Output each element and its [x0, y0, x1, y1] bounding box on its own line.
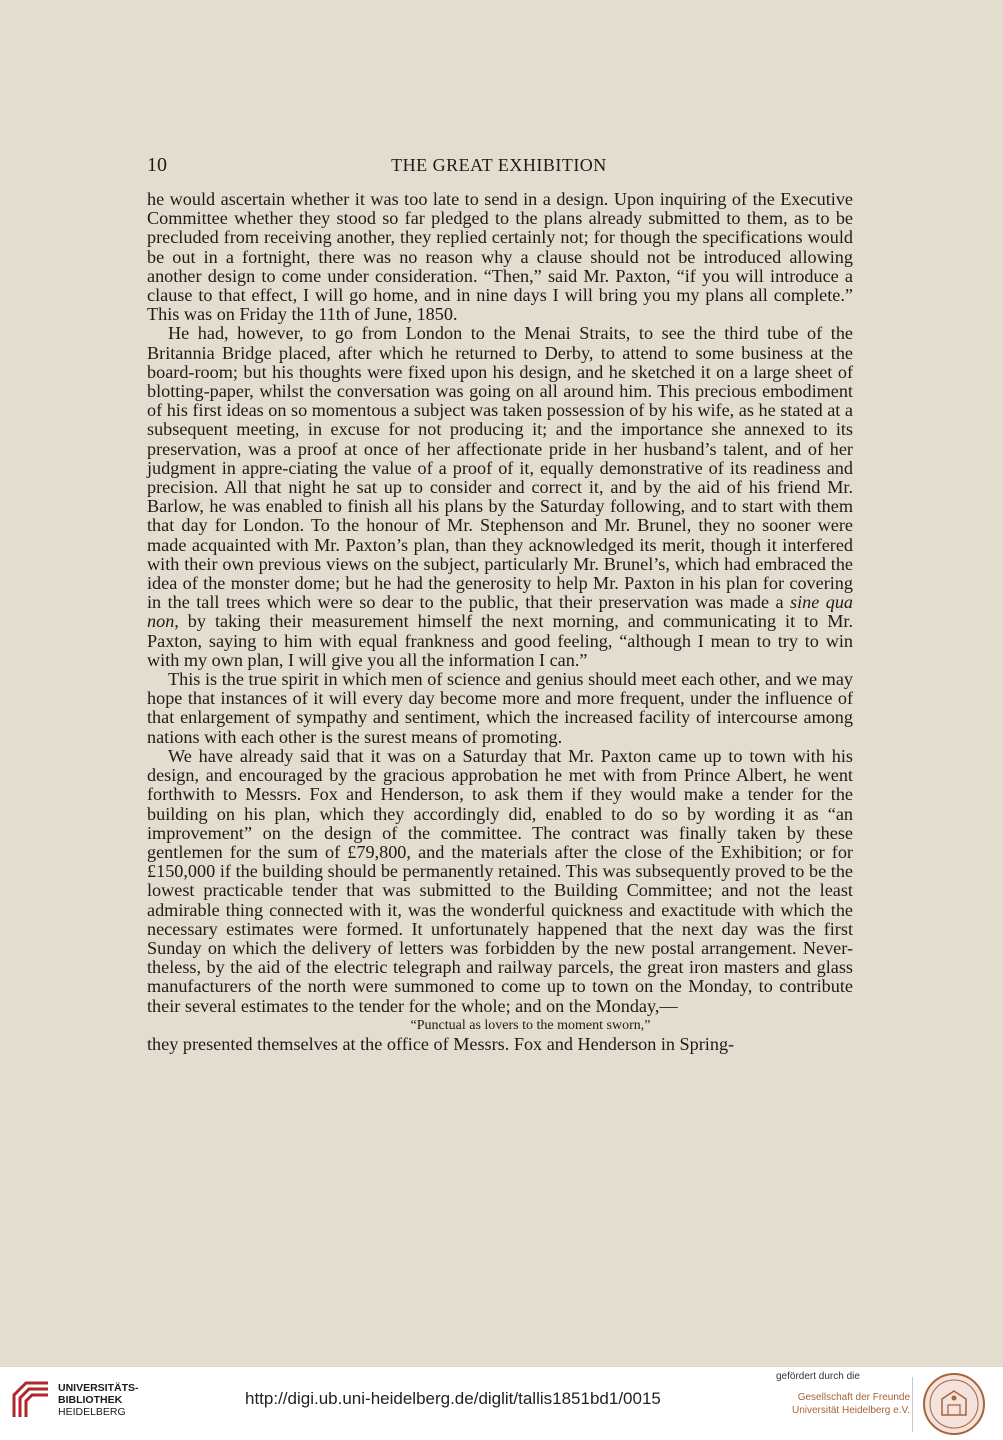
library-name-line: HEIDELBERG [58, 1406, 126, 1418]
library-name[interactable] [58, 1382, 139, 1418]
library-logo-icon[interactable] [8, 1377, 54, 1423]
footer-divider [912, 1377, 913, 1432]
library-name-line: UNIVERSITÄTS- [58, 1382, 139, 1394]
paragraph: they presented themselves at the office of Messrs. Fox and Henderson in Spring- [147, 1033, 735, 1054]
permalink-url[interactable]: http://digi.ub.uni-heidelberg.de/diglit/tallis1851bd1/0015 [245, 1389, 661, 1408]
paragraph-text: by taking their measurement himself the next morning, and communicating it to Mr. Paxton, saying to him with equal frankness and good feeling, “although I mean to try to win with my own plan, I will give you all the information I can.” [147, 611, 854, 670]
running-title: THE GREAT EXHIBITION [391, 155, 607, 175]
sponsor-name-line: Universität Heidelberg e.V. [791, 1405, 910, 1416]
page-number: 10 [147, 154, 167, 176]
sponsor-name[interactable] [780, 1391, 910, 1417]
paragraph [147, 324, 853, 670]
page-header [145, 150, 853, 180]
university-seal-icon[interactable] [920, 1371, 988, 1437]
italic-phrase: sine qua non, [147, 592, 854, 632]
sponsor-name-line: Gesellschaft der Freunde [797, 1392, 910, 1403]
footer-bar [0, 1366, 1003, 1440]
paragraph: We have already said that it was on a Saturday that Mr. Paxton came up to town with his design, and encouraged by the gracious approbation he met with from Prince Albert, he went forthwith to Messrs. Fox and Henderson, to ask them if they would make a tender for the building on his plan, which they accordingly did, enabled to do so by wording it as “an improvement” on the design of the committee. The contract was finally taken by these gentlemen for the sum of £79,800, and the materials after the close of the Exhibition; or for £150,000 if the building should be permanently retained. This was subsequently proved to be the lowest practicable tender that was submitted to the Building Committee; and not the least admirable thing connected with it, was the wonderful quickness and exactitude with which the necessary estimates were formed. It unfortunately happened that the next day was the first Sunday on which the delivery of letters was forbidden by the new postal arrangement. Never-theless, by the aid of the electric telegraph and railway parcels, the great iron masters and glass manufacturers of the north were summoned to come up to town on the Monday, to contribute their several estimates to the tender for the whole; and on the Monday,— [147, 745, 853, 1016]
library-name-line: BIBLIOTHEK [58, 1394, 123, 1406]
body-text [147, 190, 853, 1054]
paragraph: This is the true spirit in which men of science and genius should meet each other, and we may hope that instances of it will every day become more and more frequent, under the influence of that enlargement of sympathy and sentiment, which the increased facility of intercourse among nations with each other is the surest means of promoting. [147, 669, 853, 747]
paragraph: he would ascertain whether it was too late to send in a design. Upon inquiring of the Executive Committee whether they stood so far pledged to the plans already submitted to them, as to be precluded from receiving another, they replied certainly not; for though the specifications would be out in a fortnight, there was no reason why a clause should not be introduced allowing another design to come under consideration. “Then,” said Mr. Paxton, “if you will introduce a clause to that effect, I will go home, and in nine days I will bring you my plans all complete.” This was on Friday the 11th of June, 1850. [147, 189, 853, 325]
sponsor-caption: gefördert durch die [776, 1371, 860, 1382]
paragraph-text: He had, however, to go from London to the Menai Straits, to see the third tube of the Britannia Bridge placed, after which he returned to Derby, to attend to some business at the board-room; but his thoughts were fixed upon his design, and he sketched it on a large sheet of blotting-paper, whilst the conversation was going on all around him. This precious embodiment of his first ideas on so momentous a subject was taken possession of by his wife, as he stated at a subsequent meeting, in excuse for not producing it; and the importance she annexed to its preservation, was a proof at once of her affectionate pride in her husband’s talent, and of her judgment in appre-ciating the value of a proof of it, equally demonstrative of its readiness and precision. All that night he sat up to consider and correct it, and by the aid of his friend Mr. Barlow, he was enabled to finish all his plans by the Saturday following, and to start with them that day for London. To the honour of Mr. Stephenson and Mr. Brunel, they no sooner were made acquainted with Mr. Paxton’s plan, than they acknowledged its merit, though it interfered with their own previous views on the subject, particularly Mr. Brunel’s, which had embraced the idea of the monster dome; but he had the generosity to help Mr. Paxton in his plan for covering in the tall trees which were so dear to the public, that their preservation was made a [147, 323, 853, 613]
quotation: “Punctual as lovers to the moment sworn,” [410, 1017, 651, 1033]
